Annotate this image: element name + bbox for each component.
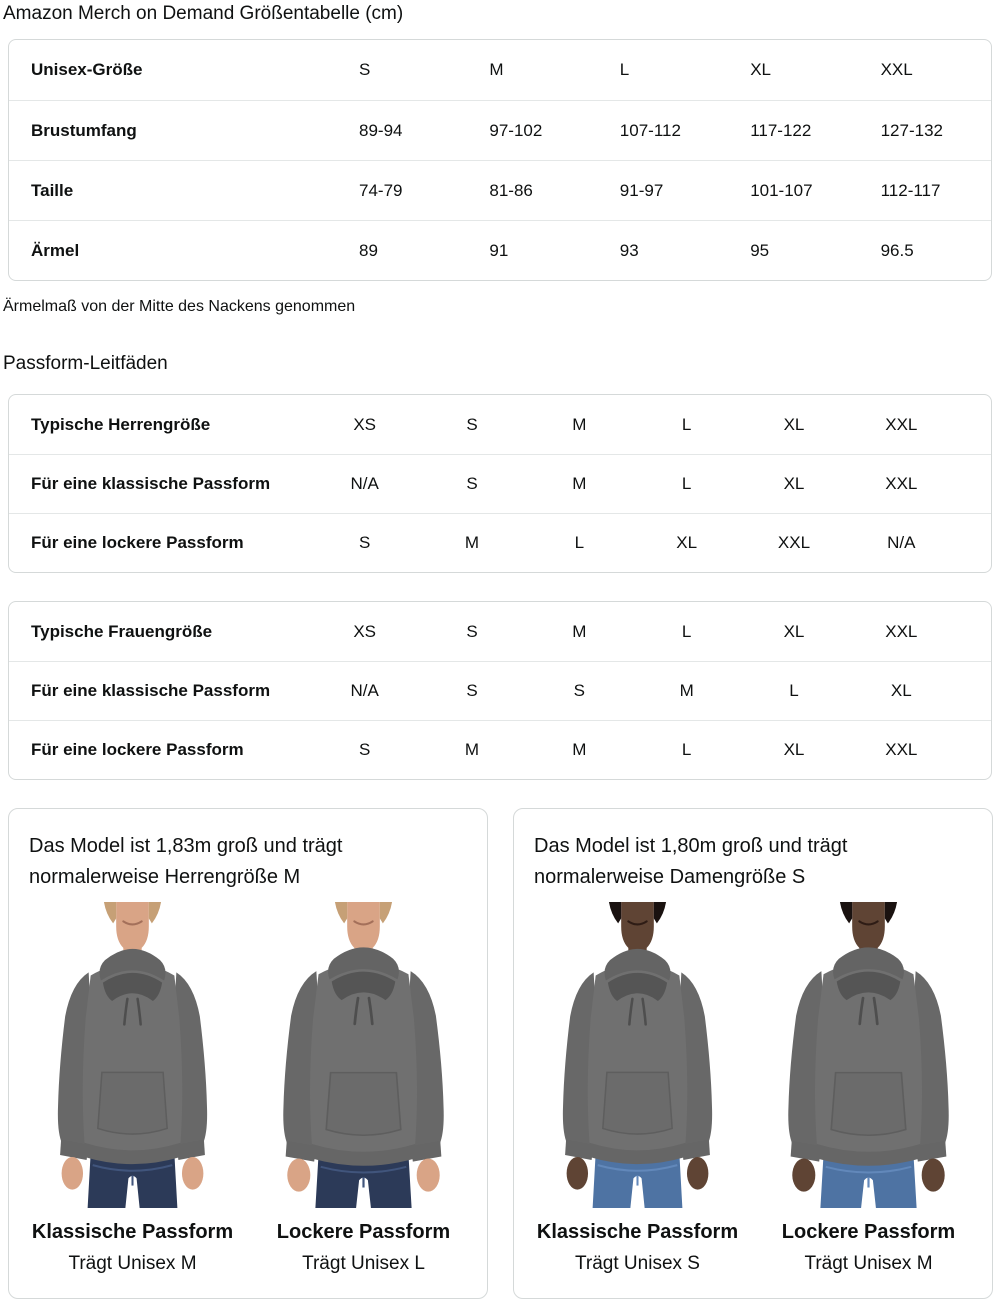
- model-description: Das Model ist 1,83m groß und trägt normalerweise Herrengröße M: [29, 835, 343, 888]
- row-label: Unisex-Größe: [31, 60, 143, 79]
- size-cell: XS: [353, 414, 376, 434]
- row-label: Typische Herrengröße: [31, 414, 211, 434]
- size-cell: XL: [676, 533, 698, 552]
- measurement-cell: 127-132: [880, 120, 943, 140]
- sleeve-measurement-note: Ärmelmaß von der Mitte des Nackens genommen: [3, 298, 356, 315]
- model-photo-loose-fit: [765, 902, 972, 1208]
- size-label: Trägt Unisex M: [804, 1253, 933, 1274]
- size-col-header: L: [619, 60, 630, 79]
- size-cell: XL: [783, 474, 805, 493]
- row-label: Für eine klassische Passform: [31, 681, 271, 700]
- table-row: [9, 513, 991, 572]
- table-row: [9, 720, 991, 779]
- size-cell: L: [789, 681, 799, 700]
- model-card-women: [513, 808, 993, 1299]
- size-cell: XXL: [777, 533, 811, 552]
- size-cell: M: [572, 621, 587, 641]
- size-cell: M: [679, 681, 694, 700]
- size-label: Trägt Unisex L: [302, 1253, 425, 1274]
- size-cell: M: [572, 474, 587, 493]
- size-cell: XL: [783, 621, 805, 641]
- model-photo-classic-fit: [534, 902, 741, 1208]
- row-label: Für eine lockere Passform: [31, 533, 244, 552]
- measurement-cell: 101-107: [750, 180, 813, 200]
- size-cell: XL: [783, 740, 805, 759]
- size-cell: XS: [353, 621, 376, 641]
- size-col-header: XL: [750, 60, 771, 79]
- table-row: [9, 40, 991, 100]
- fit-label: Klassische Passform: [536, 1221, 739, 1243]
- row-label: Typische Frauengröße: [31, 621, 213, 641]
- measurement-cell: 91: [489, 240, 509, 260]
- model-column-loose: [765, 902, 972, 1276]
- measurement-cell: 117-122: [750, 120, 812, 140]
- size-cell: M: [572, 414, 587, 434]
- row-label: Für eine klassische Passform: [31, 474, 271, 493]
- size-cell: N/A: [887, 533, 916, 552]
- fit-label: Klassische Passform: [31, 1221, 234, 1243]
- measurement-cell: 97-102: [489, 120, 543, 140]
- size-cell: N/A: [350, 681, 379, 700]
- table-row: [9, 395, 991, 454]
- measurement-cell: 89: [359, 240, 378, 260]
- model-photos-row: [29, 902, 467, 1276]
- size-label: Trägt Unisex M: [68, 1253, 197, 1274]
- model-photo-loose-fit: [260, 902, 467, 1208]
- table-row: [9, 100, 991, 160]
- measurement-cell: 89-94: [359, 120, 403, 140]
- row-label: Taille: [31, 180, 74, 200]
- size-cell: L: [681, 414, 692, 434]
- fit-table-men: [8, 394, 992, 573]
- hoodie-model-illustration: [260, 902, 467, 1208]
- model-description: Das Model ist 1,80m groß und trägt normalerweise Damengröße S: [534, 835, 848, 888]
- measurement-cell: 96.5: [880, 240, 914, 260]
- size-cell: M: [572, 740, 587, 759]
- size-cell: XXL: [885, 414, 918, 434]
- fit-table-women: [8, 601, 992, 780]
- measurement-cell: 81-86: [489, 180, 533, 200]
- model-column-loose: [260, 902, 467, 1276]
- model-card-men: [8, 808, 488, 1299]
- size-cell: S: [466, 414, 478, 434]
- size-cell: S: [466, 474, 478, 493]
- row-label: Ärmel: [31, 240, 80, 260]
- row-label: Für eine lockere Passform: [31, 740, 244, 759]
- hoodie-model-illustration: [29, 902, 236, 1208]
- size-cell: S: [466, 621, 478, 641]
- measurement-cell: 112-117: [880, 180, 941, 200]
- size-col-header: S: [359, 60, 371, 79]
- measurement-cell: 95: [750, 240, 770, 260]
- size-cell: S: [573, 681, 585, 700]
- measurement-cell: 93: [619, 240, 639, 260]
- model-photo-classic-fit: [29, 902, 236, 1208]
- size-cell: S: [466, 681, 478, 700]
- size-cell: L: [574, 533, 585, 552]
- table-row: [9, 602, 991, 661]
- size-cell: S: [358, 740, 371, 759]
- unisex-size-table: [8, 39, 992, 281]
- size-cell: L: [681, 740, 692, 759]
- size-cell: M: [464, 740, 480, 759]
- size-cell: L: [681, 621, 692, 641]
- hoodie-model-illustration: [534, 902, 741, 1208]
- size-cell: M: [464, 533, 480, 552]
- size-cell: XL: [783, 414, 805, 434]
- size-label: Trägt Unisex S: [575, 1253, 700, 1274]
- size-cell: XXL: [885, 621, 918, 641]
- size-cell: N/A: [350, 474, 379, 493]
- model-column-classic: [534, 902, 741, 1276]
- measurement-cell: 91-97: [619, 180, 664, 200]
- size-cell: S: [358, 533, 371, 552]
- fit-label: Lockere Passform: [276, 1221, 451, 1243]
- size-col-header: M: [489, 60, 504, 79]
- size-cell: L: [681, 474, 692, 493]
- fit-guides-heading: Passform-Leitfäden: [3, 353, 168, 374]
- measurement-cell: 107-112: [619, 120, 681, 140]
- size-col-header: XXL: [880, 60, 913, 79]
- row-label: Brustumfang: [31, 120, 137, 140]
- page-title: Amazon Merch on Demand Größentabelle (cm): [3, 3, 404, 24]
- model-column-classic: [29, 902, 236, 1276]
- fit-label: Lockere Passform: [781, 1221, 956, 1243]
- hoodie-model-illustration: [765, 902, 972, 1208]
- size-cell: XXL: [885, 740, 918, 759]
- size-cell: XL: [890, 681, 912, 700]
- table-row: [9, 160, 991, 220]
- size-cell: XXL: [885, 474, 918, 493]
- table-row: [9, 220, 991, 280]
- model-cards: [8, 808, 992, 1301]
- model-photos-row: [534, 902, 972, 1276]
- table-row: [9, 454, 991, 513]
- table-row: [9, 661, 991, 720]
- measurement-cell: 74-79: [359, 180, 403, 200]
